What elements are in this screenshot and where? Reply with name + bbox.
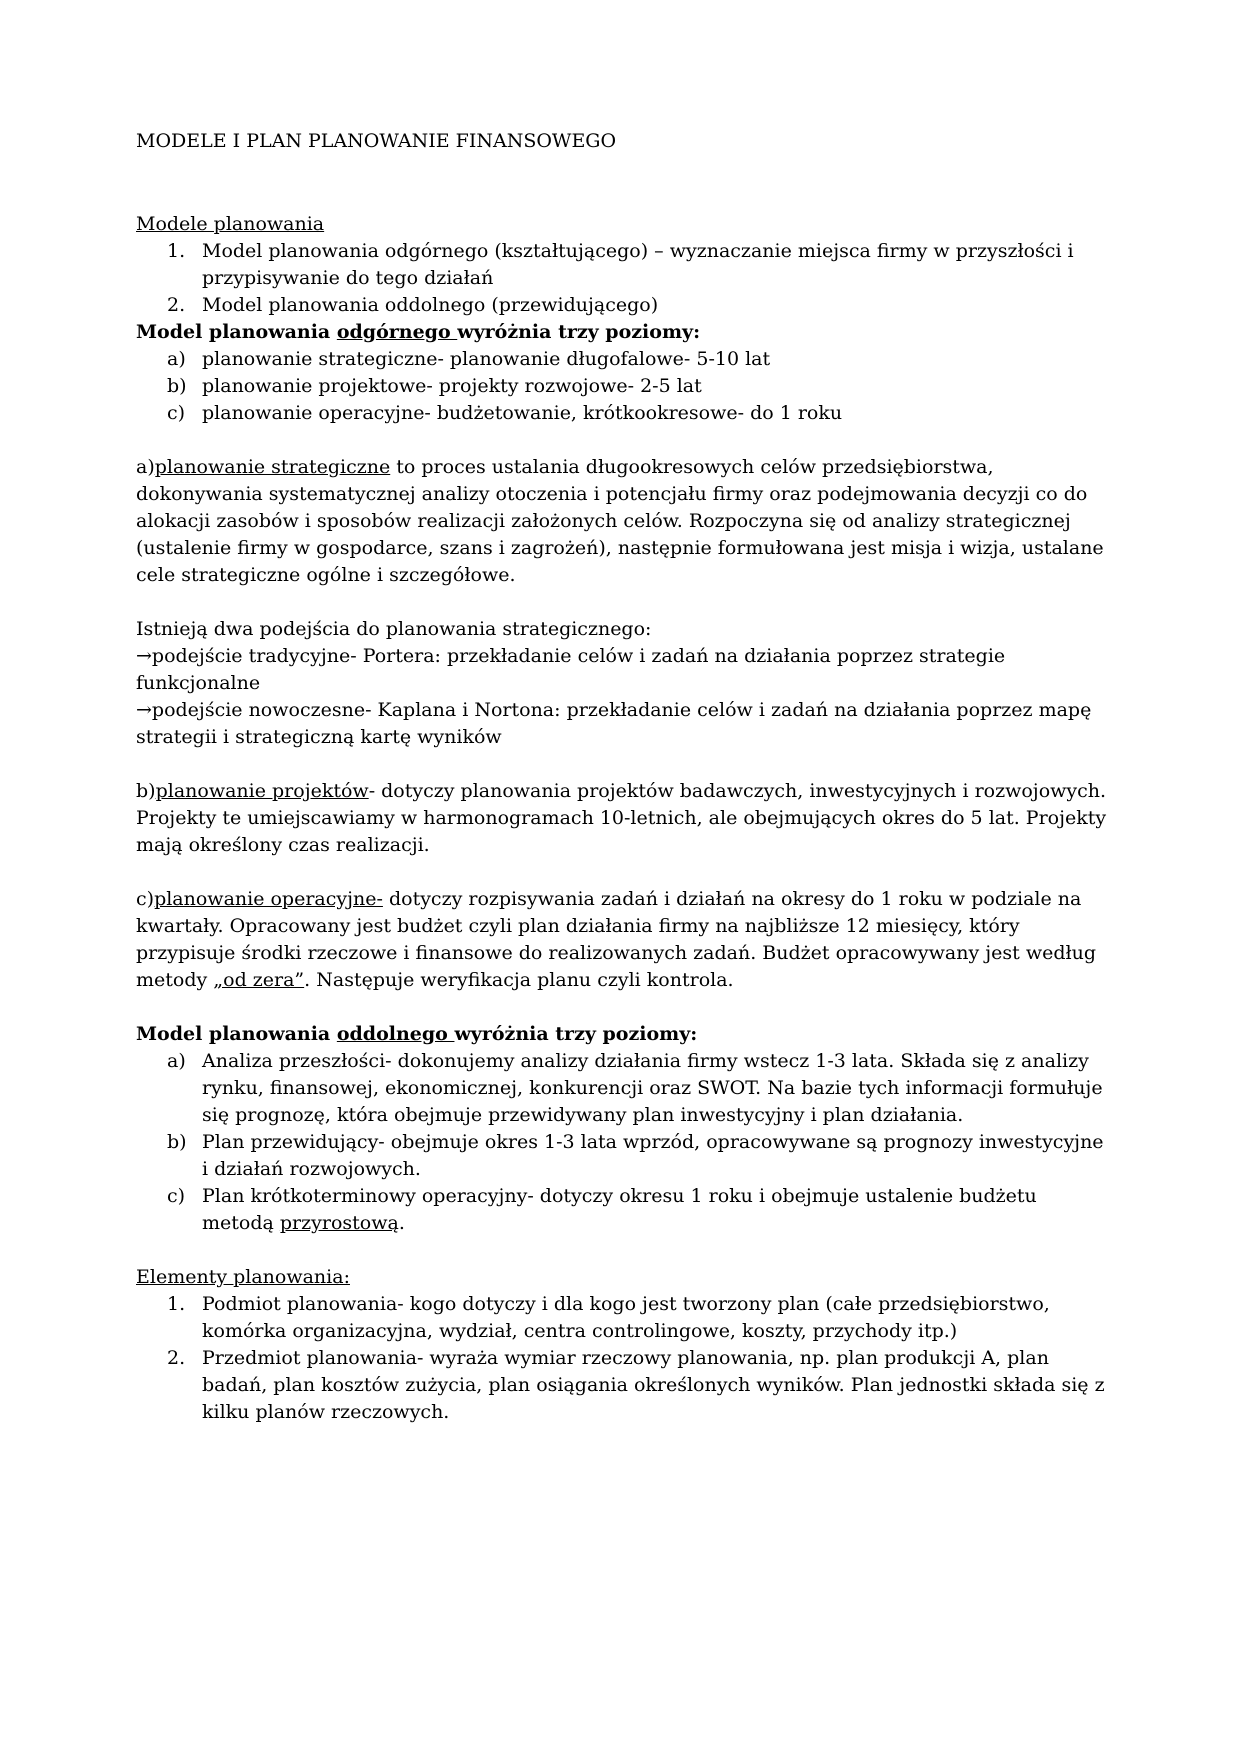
list-marker: 2. xyxy=(167,1347,186,1369)
list-marker: a) xyxy=(167,348,186,370)
text-run: Model planowania odgórnego (kształtującego) – wyznaczanie miejsca firmy w przyszłości i przypisywanie do tego działań xyxy=(202,240,1074,289)
list-item xyxy=(136,373,1107,400)
paragraph-planowanie-projektow xyxy=(136,778,1107,859)
text-run: Plan krótkoterminowy operacyjny- dotyczy okresu 1 roku i obejmuje ustalenie budżetu metodą xyxy=(202,1185,1037,1234)
list-item xyxy=(136,400,1107,427)
text-run: . Następuje weryfikacja planu czyli kontrola. xyxy=(304,969,734,991)
paragraph-planowanie-operacyjne xyxy=(136,886,1107,994)
blank-line xyxy=(136,994,1107,1021)
list-item-text xyxy=(202,1345,1107,1426)
list-item xyxy=(136,1183,1107,1237)
list-item-text xyxy=(202,1048,1107,1129)
section-heading-elementy-planowania xyxy=(136,1264,1107,1291)
text-run: . xyxy=(398,1212,405,1234)
text-run: oddolnego xyxy=(336,1023,455,1045)
text-run: c) xyxy=(136,888,155,910)
list-marker: b) xyxy=(167,375,187,397)
list-marker: c) xyxy=(167,1185,186,1207)
text-run: Model planowania xyxy=(136,321,337,343)
blank-line xyxy=(136,751,1107,778)
list-item xyxy=(136,1048,1107,1129)
text-run: Analiza przeszłości- dokonujemy analizy działania firmy wstecz 1-3 lata. Składa się z analizy rynku, finansowej, ekonomicznej, konkurencji oraz SWOT. Na bazie tych informacji formułuje się prognozę, która obejmuje przewidywany plan inwestycyjny i plan działania. xyxy=(202,1050,1103,1126)
list-item-text xyxy=(202,373,1107,400)
text-run: Elementy planowania: xyxy=(136,1266,350,1288)
list-marker: 2. xyxy=(167,294,186,316)
paragraph-podejscie-nowoczesne xyxy=(136,697,1107,751)
document-body xyxy=(136,128,1107,1426)
list-item-text xyxy=(202,346,1107,373)
text-run: MODELE I PLAN PLANOWANIE FINANSOWEGO xyxy=(136,130,617,152)
paragraph-planowanie-strategiczne xyxy=(136,454,1107,589)
list-item xyxy=(136,346,1107,373)
text-run: planowanie operacyjne- budżetowanie, krótkookresowe- do 1 roku xyxy=(202,402,843,424)
text-run: →podejście nowoczesne- Kaplana i Nortona: przekładanie celów i zadań na działania poprzez mapę strategii i strategiczną kartę wyników xyxy=(136,699,1092,748)
text-run: Podmiot planowania- kogo dotyczy i dla kogo jest tworzony plan (całe przedsiębiorstwo, komórka organizacyjna, wydział, centra controlingowe, koszty, przychody itp.) xyxy=(202,1293,1050,1342)
bold-heading-oddolnego xyxy=(136,1021,1107,1048)
text-run: odgórnego xyxy=(336,321,458,343)
text-run: „od zera” xyxy=(213,969,305,991)
text-run: Istnieją dwa podejścia do planowania strategicznego: xyxy=(136,618,652,640)
list-marker: b) xyxy=(167,1131,187,1153)
text-run: Przedmiot planowania- wyraża wymiar rzeczowy planowania, np. plan produkcji A, plan badań, plan kosztów zużycia, plan osiągania określonych wyników. Plan jednostki składa się z kilku planów rzeczowych. xyxy=(202,1347,1105,1423)
list-item-text xyxy=(202,1183,1107,1237)
text-run: wyróżnia trzy poziomy: xyxy=(457,321,701,343)
list-item xyxy=(136,1345,1107,1426)
list-item-text xyxy=(202,1291,1107,1345)
text-run: Model planowania oddolnego (przewidującego) xyxy=(202,294,659,316)
list-marker: c) xyxy=(167,402,186,424)
list-item xyxy=(136,1291,1107,1345)
text-run: przyrostową xyxy=(279,1212,399,1234)
document-title xyxy=(136,128,1107,155)
text-run: dotyczy rozpisywania zadań i działań na okresy do 1 roku w podziale na kwartały. Opracowany jest budżet czyli plan działania firmy na najbliższe 12 miesięcy, który przypisuje środki rzeczowe i finansowe do realizowanych zadań. Budżet opracowywany jest według metody xyxy=(136,888,1097,991)
blank-line xyxy=(136,1237,1107,1264)
text-run: a) xyxy=(136,456,155,478)
text-run: planowanie operacyjne- xyxy=(154,888,383,910)
text-run: planowanie projektów xyxy=(155,780,369,802)
text-run: Plan przewidujący- obejmuje okres 1-3 lata wprzód, opracowywane są prognozy inwestycyjne i działań rozwojowych. xyxy=(202,1131,1104,1180)
text-run: wyróżnia trzy poziomy: xyxy=(454,1023,698,1045)
list-item xyxy=(136,238,1107,292)
list-item-text xyxy=(202,238,1107,292)
blank-line xyxy=(136,859,1107,886)
text-run: b) xyxy=(136,780,156,802)
text-run: - dotyczy planowania projektów badawczych, inwestycyjnych i rozwojowych. Projekty te umiejscawiamy w harmonogramach 10-letnich, ale obejmujących okres do 5 lat. Projekty mają określony czas realizacji. xyxy=(136,780,1107,856)
list-item xyxy=(136,1129,1107,1183)
bold-heading-odgornego xyxy=(136,319,1107,346)
text-run: →podejście tradycyjne- Portera: przekładanie celów i zadań na działania poprzez strategie funkcjonalne xyxy=(136,645,1006,694)
list-item xyxy=(136,292,1107,319)
list-item-text xyxy=(202,400,1107,427)
section-heading-modele-planowania xyxy=(136,211,1107,238)
text-run: Modele planowania xyxy=(136,213,325,235)
text-run: planowanie projektowe- projekty rozwojowe- 2-5 lat xyxy=(202,375,702,397)
list-marker: a) xyxy=(167,1050,186,1072)
blank-line xyxy=(136,155,1107,211)
list-item-text xyxy=(202,1129,1107,1183)
list-marker: 1. xyxy=(167,1293,186,1315)
blank-line xyxy=(136,427,1107,454)
paragraph-podejscie-tradycyjne xyxy=(136,643,1107,697)
paragraph-dwa-podejscia xyxy=(136,616,1107,643)
text-run: to proces ustalania długookresowych celów przedsiębiorstwa, dokonywania systematycznej analizy otoczenia i potencjału firmy oraz podejmowania decyzji co do alokacji zasobów i sposobów realizacji założonych celów. Rozpoczyna się od analizy strategicznej (ustalenie firmy w gospodarce, szans i zagrożeń), następnie formułowana jest misja i wizja, ustalane cele strategiczne ogólne i szczegółowe. xyxy=(136,456,1104,586)
text-run: planowanie strategiczne xyxy=(154,456,391,478)
blank-line xyxy=(136,589,1107,616)
list-marker: 1. xyxy=(167,240,186,262)
list-item-text xyxy=(202,292,1107,319)
text-run: Model planowania xyxy=(136,1023,337,1045)
text-run: planowanie strategiczne- planowanie długofalowe- 5-10 lat xyxy=(202,348,771,370)
